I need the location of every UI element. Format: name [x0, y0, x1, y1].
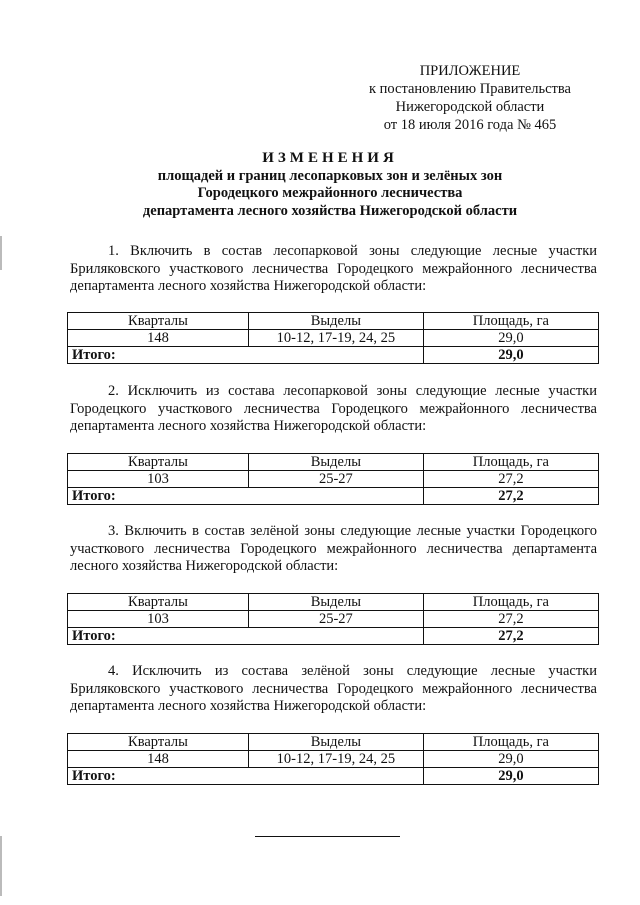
table-cell: 148	[68, 751, 249, 768]
header-cell: Кварталы	[68, 454, 249, 471]
section-1-paragraph	[70, 243, 597, 296]
table-total-row	[68, 768, 599, 785]
table-header-row	[68, 454, 599, 471]
total-label: Итого:	[68, 768, 424, 785]
table-cell: 25-27	[248, 611, 423, 628]
table-total-row	[68, 488, 599, 505]
header-cell: Выделы	[248, 454, 423, 471]
title-heading: ИЗМЕНЕНИЯ	[262, 150, 398, 166]
table-cell: 27,2	[423, 611, 598, 628]
total-value: 27,2	[423, 488, 598, 505]
header-cell: Кварталы	[68, 734, 249, 751]
title-line: департамента лесного хозяйства Нижегородской области	[142, 202, 518, 219]
section-text: 3. Включить в состав зелёной зоны следующие лесные участки Городецкого участкового лесничества Городецкого межрайонного лесничества департамента лесного хозяйства Нижегородской области:	[70, 523, 597, 574]
appendix-date: от 18 июля 2016 года № 465	[383, 117, 557, 133]
appendix-label: ПРИЛОЖЕНИЕ	[419, 63, 521, 79]
closing-divider	[255, 836, 400, 837]
table-header-row	[68, 734, 599, 751]
header-cell: Кварталы	[68, 313, 249, 330]
table-row	[68, 330, 599, 347]
table-cell: 27,2	[423, 471, 598, 488]
total-value: 29,0	[423, 347, 598, 364]
table-row	[68, 611, 599, 628]
section-2-table	[67, 453, 599, 505]
table-header-row	[68, 313, 599, 330]
table-row	[68, 751, 599, 768]
table-cell: 25-27	[248, 471, 423, 488]
section-text: 4. Исключить из состава зелёной зоны следующие лесные участки Бриляковского участкового лесничества Городецкого межрайонного лесничества департамента лесного хозяйства Нижегородской области:	[70, 663, 597, 714]
total-value: 29,0	[423, 768, 598, 785]
table-cell: 29,0	[423, 751, 598, 768]
header-cell: Площадь, га	[423, 313, 598, 330]
section-3-paragraph	[70, 523, 597, 576]
table-total-row	[68, 628, 599, 645]
section-3-table	[67, 593, 599, 645]
title-line: Городецкого межрайонного лесничества	[197, 185, 463, 201]
section-2-paragraph	[70, 383, 597, 436]
total-label: Итого:	[68, 488, 424, 505]
section-4-paragraph	[70, 663, 597, 716]
table-cell: 103	[68, 611, 249, 628]
table-row	[68, 471, 599, 488]
total-label: Итого:	[68, 628, 424, 645]
section-1-table	[67, 312, 599, 364]
total-value: 27,2	[423, 628, 598, 645]
scan-edge-mark	[0, 836, 2, 896]
scan-edge-mark	[0, 236, 2, 270]
section-4-table	[67, 733, 599, 785]
section-text: 2. Исключить из состава лесопарковой зоны следующие лесные участки Городецкого участкового лесничества Городецкого межрайонного лесничества департамента лесного хозяйства Нижегородской области:	[70, 383, 597, 434]
document-title	[60, 150, 600, 220]
header-cell: Площадь, га	[423, 734, 598, 751]
table-cell: 10-12, 17-19, 24, 25	[248, 751, 423, 768]
header-cell: Выделы	[248, 594, 423, 611]
header-cell: Выделы	[248, 734, 423, 751]
appendix-region: Нижегородской области	[395, 99, 545, 115]
table-header-row	[68, 594, 599, 611]
header-cell: Выделы	[248, 313, 423, 330]
table-cell: 148	[68, 330, 249, 347]
table-cell: 10-12, 17-19, 24, 25	[248, 330, 423, 347]
header-cell: Площадь, га	[423, 594, 598, 611]
title-line: площадей и границ лесопарковых зон и зелёных зон	[157, 167, 503, 184]
appendix-resolution: к постановлению Правительства	[369, 81, 571, 97]
total-label: Итого:	[68, 347, 424, 364]
header-cell: Кварталы	[68, 594, 249, 611]
table-cell: 29,0	[423, 330, 598, 347]
appendix-header	[345, 62, 595, 134]
header-cell: Площадь, га	[423, 454, 598, 471]
section-text: 1. Включить в состав лесопарковой зоны следующие лесные участки Бриляковского участкового лесничества Городецкого межрайонного лесничества департамента лесного хозяйства Нижегородской области:	[70, 243, 597, 294]
table-cell: 103	[68, 471, 249, 488]
table-total-row	[68, 347, 599, 364]
